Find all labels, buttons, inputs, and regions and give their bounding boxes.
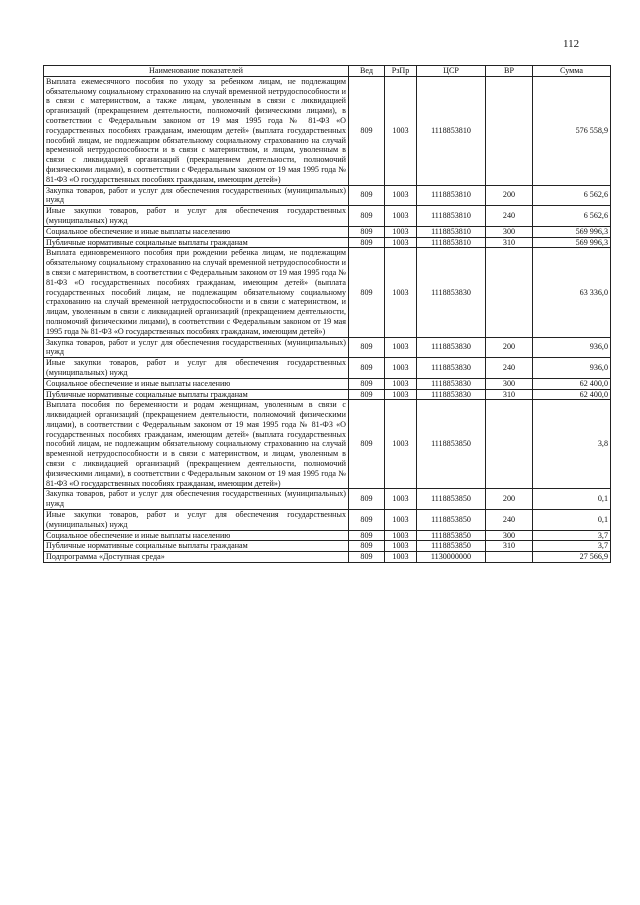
table-row xyxy=(44,510,611,531)
table-row xyxy=(44,378,611,389)
row-name: Иные закупки товаров, работ и услуг для обеспечения государственных (муниципальных) нужд xyxy=(44,358,349,379)
row-rzpr: 1003 xyxy=(385,185,417,206)
row-sum: 63 336,0 xyxy=(533,248,611,337)
row-vr: 240 xyxy=(486,510,533,531)
table-row xyxy=(44,552,611,563)
row-name: Публичные нормативные социальные выплаты гражданам xyxy=(44,541,349,552)
row-sum: 3,8 xyxy=(533,400,611,489)
row-ved: 809 xyxy=(349,378,385,389)
row-sum: 62 400,0 xyxy=(533,389,611,400)
row-sum: 6 562,6 xyxy=(533,185,611,206)
row-ved: 809 xyxy=(349,510,385,531)
row-name: Закупка товаров, работ и услуг для обеспечения государственных (муниципальных) нужд xyxy=(44,185,349,206)
row-csr: 1118853830 xyxy=(417,248,486,337)
row-vr: 310 xyxy=(486,237,533,248)
row-rzpr: 1003 xyxy=(385,510,417,531)
row-name: Иные закупки товаров, работ и услуг для обеспечения государственных (муниципальных) нужд xyxy=(44,206,349,227)
row-sum: 62 400,0 xyxy=(533,378,611,389)
row-rzpr: 1003 xyxy=(385,400,417,489)
row-vr xyxy=(486,400,533,489)
header-csr: ЦСР xyxy=(417,66,486,77)
table-header-row xyxy=(44,66,611,77)
row-ved: 809 xyxy=(349,337,385,358)
table-row xyxy=(44,530,611,541)
row-sum: 569 996,3 xyxy=(533,226,611,237)
row-rzpr: 1003 xyxy=(385,541,417,552)
row-csr: 1118853810 xyxy=(417,185,486,206)
table-row xyxy=(44,400,611,489)
row-vr: 300 xyxy=(486,530,533,541)
row-name: Иные закупки товаров, работ и услуг для обеспечения государственных (муниципальных) нужд xyxy=(44,510,349,531)
row-ved: 809 xyxy=(349,76,385,185)
row-vr: 310 xyxy=(486,389,533,400)
budget-table xyxy=(43,65,611,563)
row-name: Выплата пособия по беременности и родам женщинам, уволенным в связи с ликвидацией организаций (прекращением деятельности, полномочий физическими лицами), в соответствии с Федеральным законом от 19 мая 1995 года № 81-ФЗ «О государственных пособиях гражданам, имеющим детей» (выплата государственных пособий лицам, не подлежащим обязательному социальному страхованию на случай временной нетрудоспособности и в связи с материнством, и лицам, уволенным в связи с ликвидацией организаций (прекращением деятельности, полномочий физическими лицами), в соответствии с Федеральным законом от 19 мая 1995 года № 81-ФЗ «О государственных пособиях гражданам, имеющим детей») xyxy=(44,400,349,489)
row-ved: 809 xyxy=(349,400,385,489)
row-name: Социальное обеспечение и иные выплаты населению xyxy=(44,378,349,389)
table-row xyxy=(44,337,611,358)
row-sum: 27 566,9 xyxy=(533,552,611,563)
row-sum: 3,7 xyxy=(533,530,611,541)
header-ved: Вед xyxy=(349,66,385,77)
row-name: Публичные нормативные социальные выплаты гражданам xyxy=(44,237,349,248)
header-sum: Сумма xyxy=(533,66,611,77)
row-vr: 300 xyxy=(486,226,533,237)
row-name: Публичные нормативные социальные выплаты гражданам xyxy=(44,389,349,400)
row-rzpr: 1003 xyxy=(385,248,417,337)
row-rzpr: 1003 xyxy=(385,530,417,541)
row-rzpr: 1003 xyxy=(385,358,417,379)
row-name: Подпрограмма «Доступная среда» xyxy=(44,552,349,563)
row-csr: 1118853850 xyxy=(417,489,486,510)
row-ved: 809 xyxy=(349,226,385,237)
row-ved: 809 xyxy=(349,530,385,541)
table-row xyxy=(44,237,611,248)
table-row xyxy=(44,185,611,206)
row-sum: 936,0 xyxy=(533,358,611,379)
row-rzpr: 1003 xyxy=(385,552,417,563)
row-csr: 1130000000 xyxy=(417,552,486,563)
row-sum: 3,7 xyxy=(533,541,611,552)
row-ved: 809 xyxy=(349,206,385,227)
row-name: Социальное обеспечение и иные выплаты населению xyxy=(44,530,349,541)
table-row xyxy=(44,248,611,337)
row-csr: 1118853850 xyxy=(417,530,486,541)
row-sum: 6 562,6 xyxy=(533,206,611,227)
row-vr xyxy=(486,552,533,563)
table-row xyxy=(44,389,611,400)
row-rzpr: 1003 xyxy=(385,378,417,389)
row-vr: 300 xyxy=(486,378,533,389)
row-vr xyxy=(486,248,533,337)
row-name: Закупка товаров, работ и услуг для обеспечения государственных (муниципальных) нужд xyxy=(44,337,349,358)
row-csr: 1118853810 xyxy=(417,206,486,227)
row-csr: 1118853850 xyxy=(417,541,486,552)
row-vr: 200 xyxy=(486,489,533,510)
row-ved: 809 xyxy=(349,489,385,510)
row-csr: 1118853830 xyxy=(417,337,486,358)
row-csr: 1118853810 xyxy=(417,76,486,185)
row-rzpr: 1003 xyxy=(385,206,417,227)
row-name: Выплата ежемесячного пособия по уходу за ребенком лицам, не подлежащим обязательному социальному страхованию на случай временной нетрудоспособности и в связи с материнством, а также лицам, уволенным в связи с ликвидацией организаций (прекращением деятельности, полномочий физическими лицами), в соответствии с Федеральным законом от 19 мая 1995 года № 81-ФЗ «О государственных пособиях гражданам, имеющим детей» (выплата государственных пособий лицам, не подлежащим обязательному социальному страхованию на случай временной нетрудоспособности и в связи с материнством, и лицам, уволенным в связи с ликвидацией организаций (прекращением деятельности, полномочий физическими лицами), в соответствии с Федеральным законом от 19 мая 1995 года № 81-ФЗ «О государственных пособиях гражданам, имеющим детей») xyxy=(44,76,349,185)
row-rzpr: 1003 xyxy=(385,76,417,185)
header-name: Наименование показателей xyxy=(44,66,349,77)
table-row xyxy=(44,76,611,185)
table-row xyxy=(44,489,611,510)
row-csr: 1118853850 xyxy=(417,510,486,531)
row-ved: 809 xyxy=(349,389,385,400)
row-sum: 576 558,9 xyxy=(533,76,611,185)
row-sum: 569 996,3 xyxy=(533,237,611,248)
table-row xyxy=(44,206,611,227)
row-csr: 1118853830 xyxy=(417,389,486,400)
row-csr: 1118853830 xyxy=(417,378,486,389)
row-csr: 1118853830 xyxy=(417,358,486,379)
row-rzpr: 1003 xyxy=(385,389,417,400)
row-ved: 809 xyxy=(349,541,385,552)
row-name: Закупка товаров, работ и услуг для обеспечения государственных (муниципальных) нужд xyxy=(44,489,349,510)
row-sum: 0,1 xyxy=(533,510,611,531)
row-ved: 809 xyxy=(349,552,385,563)
row-rzpr: 1003 xyxy=(385,237,417,248)
row-sum: 0,1 xyxy=(533,489,611,510)
row-rzpr: 1003 xyxy=(385,226,417,237)
table-row xyxy=(44,541,611,552)
table-row xyxy=(44,358,611,379)
row-vr: 240 xyxy=(486,206,533,227)
row-ved: 809 xyxy=(349,358,385,379)
row-ved: 809 xyxy=(349,248,385,337)
row-vr: 200 xyxy=(486,185,533,206)
row-vr xyxy=(486,76,533,185)
row-csr: 1118853810 xyxy=(417,226,486,237)
row-name: Выплата единовременного пособия при рождении ребенка лицам, не подлежащим обязательному социальному страхованию на случай временной нетрудоспособности и в связи с материнством, в соответствии с Федеральным законом от 19 мая 1995 года № 81-ФЗ «О государственных пособиях гражданам, имеющим детей» (выплата государственных пособий лицам, не подлежащим обязательному социальному страхованию на случай временной нетрудоспособности и в связи с материнством, и лицам, уволенным в связи с ликвидацией организаций (прекращением деятельности, полномочий физическими лицами), в соответствии с Федеральным законом от 19 мая 1995 года № 81-ФЗ «О государственных пособиях гражданам, имеющим детей») xyxy=(44,248,349,337)
row-csr: 1118853850 xyxy=(417,400,486,489)
header-rzpr: РзПр xyxy=(385,66,417,77)
row-sum: 936,0 xyxy=(533,337,611,358)
row-csr: 1118853810 xyxy=(417,237,486,248)
row-rzpr: 1003 xyxy=(385,489,417,510)
row-vr: 200 xyxy=(486,337,533,358)
table-row xyxy=(44,226,611,237)
row-name: Социальное обеспечение и иные выплаты населению xyxy=(44,226,349,237)
row-rzpr: 1003 xyxy=(385,337,417,358)
row-vr: 310 xyxy=(486,541,533,552)
header-vr: ВР xyxy=(486,66,533,77)
row-ved: 809 xyxy=(349,237,385,248)
page-number: 112 xyxy=(563,38,580,50)
row-ved: 809 xyxy=(349,185,385,206)
row-vr: 240 xyxy=(486,358,533,379)
